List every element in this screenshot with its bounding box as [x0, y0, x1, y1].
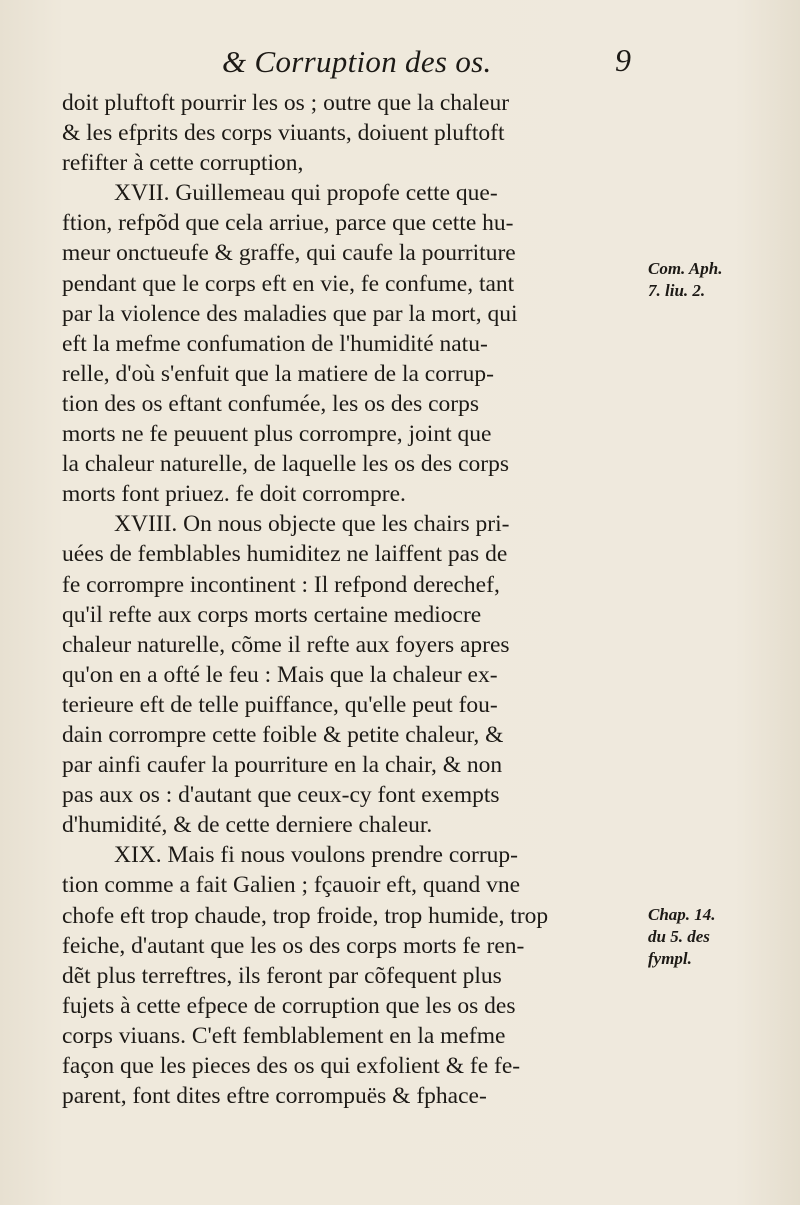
text-line: relle, d'où s'enfuit que la matiere de la corrup- [62, 360, 494, 387]
text-line: & les efprits des corps viuants, doiuent pluftoft [62, 120, 505, 147]
text-line: refifter à cette corruption, [62, 150, 304, 177]
text-line: fujets à cette efpece de corruption que les os des [62, 992, 516, 1019]
text-line: tion comme a fait Galien ; fçauoir eft, quand vne [62, 872, 521, 899]
text-line: morts font priuez. fe doit corrompre. [62, 481, 406, 508]
text-line: dain corrompre cette foible & petite chaleur, & [62, 721, 504, 748]
text-line: XVIII. On nous objecte que les chairs pri- [114, 511, 510, 538]
text-line: terieure eft de telle puiffance, qu'elle peut fou- [62, 691, 498, 718]
margin-note-line: Com. Aph. [648, 259, 723, 278]
text-line: morts ne fe peuuent plus corrompre, joint que [62, 421, 492, 448]
text-line: fe corrompre incontinent : Il refpond derechef, [62, 571, 500, 598]
running-head: & Corruption des os. [222, 44, 492, 79]
text-line: dẽt plus terreftres, ils feront par cõfequent plus [62, 962, 502, 989]
text-line: d'humidité, & de cette derniere chaleur. [62, 812, 433, 839]
text-line: chofe eft trop chaude, trop froide, trop humide, trop [62, 902, 549, 929]
page-number: 9 [615, 42, 631, 78]
margin-note-line: Chap. 14. [648, 905, 716, 924]
margin-note [648, 258, 798, 302]
margin-note [648, 904, 798, 970]
text-line: tion des os eftant confumée, les os des corps [62, 390, 480, 417]
text-line: chaleur naturelle, cõme il refte aux foyers apres [62, 631, 510, 658]
text-line: eft la mefme confumation de l'humidité natu- [62, 330, 488, 357]
text-line: façon que les pieces des os qui exfolient & fe fe- [62, 1053, 521, 1079]
text-line: feiche, d'autant que les os des corps morts fe ren- [62, 932, 525, 959]
text-line: par la violence des maladies que par la mort, qui [62, 300, 518, 327]
text-line: doit pluftoft pourrir les os ; outre que la chaleur [62, 90, 510, 116]
text-line: la chaleur naturelle, de laquelle les os des corps [62, 451, 509, 478]
text-line: ftion, refpõd que cela arriue, parce que cette hu- [62, 210, 514, 237]
margin-note-line: fympl. [648, 949, 692, 968]
margin-note-line: du 5. des [648, 927, 710, 946]
text-line: pendant que le corps eft en vie, fe confume, tant [62, 270, 515, 297]
text-line: pas aux os : d'autant que ceux-cy font exempts [62, 782, 500, 809]
text-line: uées de femblables humiditez ne laiffent pas de [62, 541, 508, 568]
page-header [222, 44, 642, 84]
text-line: meur onctueufe & graffe, qui caufe la pourriture [62, 240, 516, 267]
body-text [62, 88, 634, 1111]
margin-note-line: 7. liu. 2. [648, 281, 706, 300]
text-line: parent, font dites eftre corrompuës & fphace- [62, 1083, 487, 1110]
text-line: par ainfi caufer la pourriture en la chair, & non [62, 752, 503, 779]
text-line: XIX. Mais fi nous voulons prendre corrup- [114, 842, 518, 869]
text-line: corps viuans. C'eft femblablement en la mefme [62, 1022, 506, 1049]
text-line: qu'on en a ofté le feu : Mais que la chaleur ex- [62, 661, 498, 688]
text-line: XVII. Guillemeau qui propofe cette que- [114, 180, 498, 207]
text-line: qu'il refte aux corps morts certaine mediocre [62, 601, 482, 628]
